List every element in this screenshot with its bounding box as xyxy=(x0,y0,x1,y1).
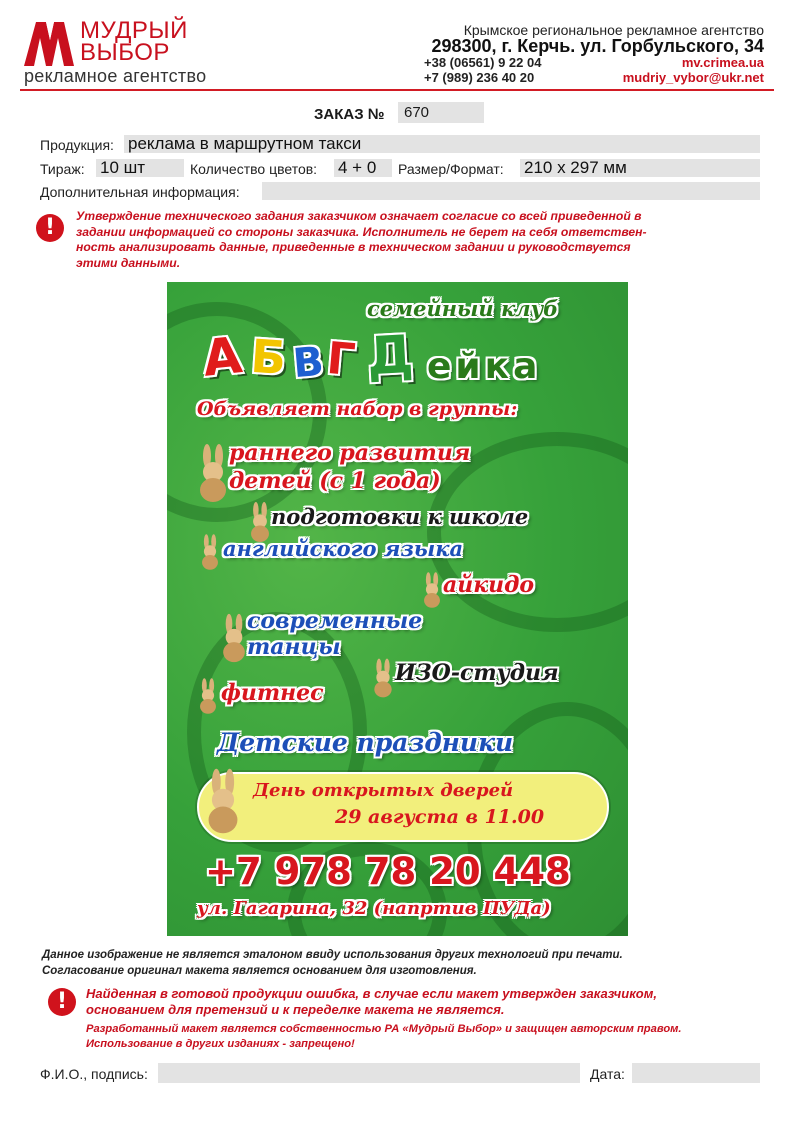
name-letter-4: Г xyxy=(324,332,358,387)
colors-label: Количество цветов: xyxy=(190,161,318,177)
group-dance-line-1: современные xyxy=(247,608,423,634)
announce-text: Объявляет набор в группы: xyxy=(197,398,518,420)
agency-logo-mark xyxy=(24,22,74,66)
copyright-notice xyxy=(86,1022,682,1052)
name-letter-1: А xyxy=(200,326,245,388)
club-subtitle: семейный клуб xyxy=(367,296,559,321)
date-label: Дата: xyxy=(590,1066,625,1082)
error-warning-line-2: основанием для претензий и к переделке макета не является. xyxy=(86,1002,505,1017)
group-art-studio: ИЗО-студия xyxy=(395,660,559,686)
approval-note: Согласование оригинал макета является основанием для изготовления. xyxy=(42,965,477,977)
name-letter-3: В xyxy=(291,338,326,388)
brand-line-2: ВЫБОР xyxy=(80,39,170,66)
club-name-rest: ейка xyxy=(427,346,542,387)
product-label: Продукция: xyxy=(40,137,114,153)
copyright-line-1: Разработанный макет является собственностью РА «Мудрый Выбор» и защищен авторским правом. xyxy=(86,1023,682,1035)
brand-name xyxy=(80,17,188,66)
order-title: ЗАКАЗ № xyxy=(314,106,385,123)
signature-label: Ф.И.О., подпись: xyxy=(40,1066,148,1082)
name-letter-5: Д xyxy=(365,324,415,388)
approval-warning-line-1: Утверждение технического задания заказчиком означает согласие со всей приведенной в xyxy=(76,209,642,223)
approval-warning-line-4: этими данными. xyxy=(76,255,181,270)
exclamation-icon: ! xyxy=(48,988,76,1016)
header-divider xyxy=(20,89,774,91)
run-label: Тираж: xyxy=(40,161,85,177)
bunny-icon xyxy=(371,658,395,698)
colors-field[interactable]: 4 + 0 xyxy=(334,159,392,177)
agency-phone-2: +7 (989) 236 40 20 xyxy=(424,70,535,85)
size-label: Размер/Формат: xyxy=(398,161,504,177)
bunny-icon xyxy=(219,612,249,664)
group-dance-line-2: танцы xyxy=(247,634,341,660)
group-school-prep: подготовки к школе xyxy=(271,504,529,529)
extra-info-label: Дополнительная информация: xyxy=(40,184,240,200)
bunny-icon xyxy=(199,534,221,570)
brand-line-1: МУДРЫЙ xyxy=(80,17,188,44)
group-early-development-line-2: детей (с 1 года) xyxy=(229,468,441,494)
agency-address: 298300, г. Керчь. ул. Горбульского, 34 xyxy=(431,36,764,56)
group-early-development-line-1: раннего развития xyxy=(229,440,471,466)
error-warning-line-1: Найденная в готовой продукции ошибка, в случае если макет утвержден заказчиком, xyxy=(86,986,657,1001)
name-letter-2: Б xyxy=(249,328,288,386)
print-disclaimer: Данное изображение не является эталоном ввиду использования других технологий при печати. xyxy=(42,949,623,961)
approval-warning-line-2: задании информацией со стороны заказчика. Исполнитель не берет на себя ответствен- xyxy=(76,224,647,239)
bunny-icon xyxy=(197,678,219,714)
approval-warning xyxy=(76,209,647,271)
order-number-field[interactable]: 670 xyxy=(398,102,484,123)
exclamation-icon: ! xyxy=(36,214,64,242)
poster-address: ул. Гагарина, 32 (напртив ПУДа) xyxy=(197,898,551,919)
group-english: английского языка xyxy=(223,536,464,561)
size-field[interactable]: 210 х 297 мм xyxy=(520,159,760,177)
group-aikido: айкидо xyxy=(443,572,535,598)
date-field[interactable] xyxy=(632,1063,760,1083)
agency-website[interactable]: mv.crimea.ua xyxy=(681,55,764,70)
events-text: Детские праздники xyxy=(217,728,514,757)
bunny-icon xyxy=(203,768,243,834)
poster-preview xyxy=(167,282,628,936)
group-fitness: фитнес xyxy=(221,680,324,706)
poster-phone: +7 978 78 20 448 xyxy=(205,850,571,893)
error-warning xyxy=(86,986,657,1018)
open-day-title: День открытых дверей xyxy=(253,780,514,801)
bunny-icon xyxy=(421,572,443,608)
extra-info-field[interactable] xyxy=(262,182,760,200)
agency-email[interactable]: mudriy_vybor@ukr.net xyxy=(622,70,764,85)
copyright-line-2: Использование в других изданиях - запрещено! xyxy=(86,1038,355,1050)
agency-phone-1: +38 (06561) 9 22 04 xyxy=(424,55,542,70)
brand-subtitle: рекламное агентство xyxy=(24,66,207,86)
run-field[interactable]: 10 шт xyxy=(96,159,184,177)
approval-warning-line-3: ность анализировать данные, приведенные в техническом задании и руководствуется xyxy=(76,240,631,254)
agency-name: Крымское региональное рекламное агентство xyxy=(463,22,764,38)
product-field[interactable]: реклама в маршрутном такси xyxy=(124,135,760,153)
signature-field[interactable] xyxy=(158,1063,580,1083)
open-day-date: 29 августа в 11.00 xyxy=(335,806,545,828)
bunny-icon xyxy=(195,444,231,502)
